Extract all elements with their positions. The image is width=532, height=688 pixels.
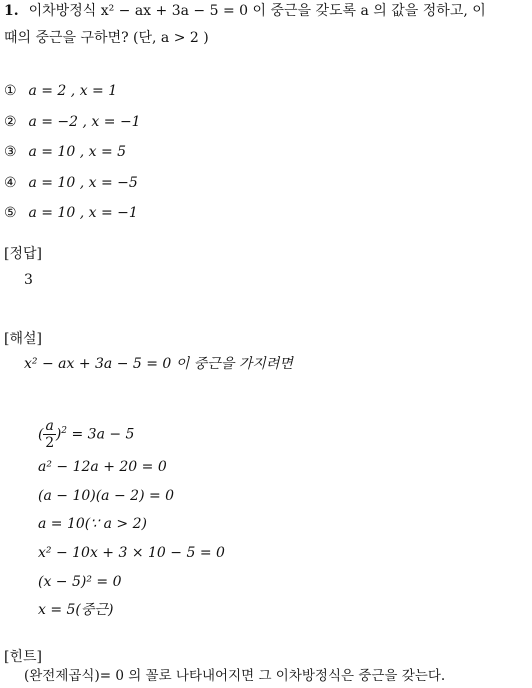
fraction-denominator: 2 [45,435,55,451]
question-line-1 [4,2,486,20]
explanation-step-2: a² − 12a + 20 = 0 [38,459,167,475]
step-1-rest: = 3a − 5 [71,426,135,443]
answer-value: 3 [24,272,33,288]
explanation-label: [해설] [4,331,42,347]
option-text: a = −2 , x = −1 [28,114,141,130]
option-marker: ① [4,83,17,99]
explanation-step-1: ( $\frac{a}{2}$ )$^2$ = 3a − 5 [38,418,135,451]
hint-label: [힌트] [4,649,42,665]
option-text: a = 10 , x = −5 [28,175,138,191]
explanation-step-7: x = 5(중근) [38,602,114,618]
question-line-2: 때의 중근을 구하면? (단, a > 2 ) [4,30,209,46]
option-marker: ④ [4,175,17,191]
option-5[interactable] [4,204,138,222]
answer-label: [정답] [4,246,42,262]
option-text: a = 2 , x = 1 [28,83,118,99]
fraction [43,418,55,451]
option-marker: ③ [4,144,17,160]
explanation-intro: x² − ax + 3a − 5 = 0 이 중근을 가지려면 [24,356,293,372]
question-text-1: 이차방정식 x² − ax + 3a − 5 = 0 이 중근을 갖도록 a 의 값을 정하고, 이 [28,3,486,19]
explanation-step-5: x² − 10x + 3 × 10 − 5 = 0 [38,545,225,561]
question-number: 1. [4,3,19,19]
explanation-step-3: (a − 10)(a − 2) = 0 [38,488,175,504]
option-1[interactable] [4,82,117,100]
option-3[interactable] [4,143,126,161]
option-4[interactable] [4,174,138,192]
option-text: a = 10 , x = 5 [28,144,127,160]
explanation-step-6: (x − 5)² = 0 [38,574,122,590]
explanation-step-4: a = 10(∵ a > 2) [38,516,147,532]
option-marker: ② [4,114,17,130]
option-2[interactable] [4,113,141,131]
option-marker: ⑤ [4,205,17,221]
fraction-numerator: a [45,418,54,434]
option-text: a = 10 , x = −1 [28,205,138,221]
hint-text: (완전제곱식)= 0 의 꼴로 나타내어지면 그 이차방정식은 중근을 갖는다. [24,668,446,684]
